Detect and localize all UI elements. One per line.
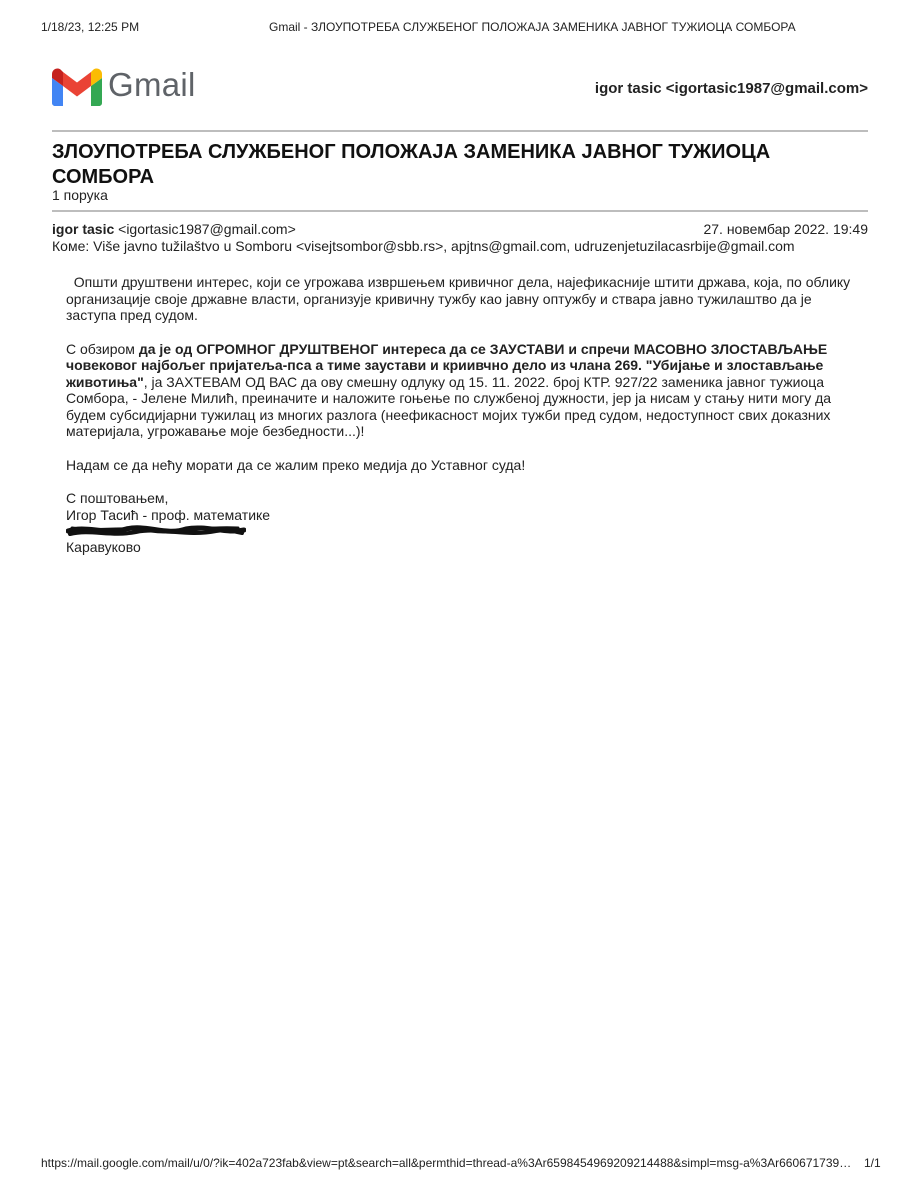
- body-text: , ја ЗАХТЕВАМ ОД ВАС да ову смешну одлуку од 15. 11. 2022. број КТР. 927/22 заменика јавног тужиоца Сомбора, - Јелене Милић, преиначите и наложите гоњење по службеној дужности, јер ја нисам у стању нити могу да будем субсидијарни тужилац из многих разлога (неефикасност мојих тужби пред судом, недоступност свих доказних материјала, угрожавање моје безбедности...)!: [66, 373, 832, 439]
- signature-place: Каравуково: [66, 539, 141, 555]
- closing: С поштовањем,: [66, 490, 169, 506]
- print-datetime: 1/18/23, 12:25 PM: [41, 20, 140, 34]
- recipients: Коме: Više javno tužilaštvo u Somboru <visejtsombor@sbb.rs>, apjtns@gmail.com, udruzenjetuzilacasrbije@gmail.com: [52, 238, 795, 254]
- divider: [52, 130, 868, 132]
- divider: [52, 210, 868, 212]
- gmail-wordmark: Gmail: [108, 66, 196, 103]
- body-paragraph: [66, 341, 856, 440]
- print-page-title: Gmail - ЗЛОУПОТРЕБА СЛУЖБЕНОГ ПОЛОЖАЈА ЗАМЕНИКА ЈАВНОГ ТУЖИОЦА СОМБОРА: [269, 20, 796, 34]
- account-label: igor tasic <igortasic1987@gmail.com>: [594, 80, 868, 97]
- body-bold-text: да је од ОГРОМНОГ ДРУШТВЕНОГ интереса да се ЗАУСТАВИ и спречи МАСОВНО ЗЛОСТАВЉАЊЕ човековог најбољег пријатеља-пса а тиме заустави и криивчно дело из члана 269. "Убијање и злостављање животиња": [66, 340, 828, 390]
- body-text: С обзиром: [66, 340, 139, 357]
- sender-email: <igortasic1987@gmail.com>: [118, 221, 296, 237]
- sender: [52, 221, 296, 237]
- redaction-scribble: [66, 523, 246, 539]
- signature: [66, 490, 856, 556]
- sender-name: igor tasic: [52, 221, 115, 237]
- signature-name: Игор Тасић - проф. математике: [66, 506, 271, 523]
- print-page-number: 1/1: [864, 1156, 881, 1170]
- print-url: https://mail.google.com/mail/u/0/?ik=402a723fab&view=pt&search=all&permthid=thread-a%3Ar6598454969209214488&simpl=msg-a%3Ar660671739…: [41, 1156, 852, 1170]
- message-body: [66, 274, 856, 556]
- gmail-logo-icon: [52, 68, 102, 106]
- message-date: 27. новембар 2022. 19:49: [703, 221, 868, 237]
- thread-subject: ЗЛОУПОТРЕБА СЛУЖБЕНОГ ПОЛОЖАЈА ЗАМЕНИКА ЈАВНОГ ТУЖИОЦА СОМБОРА: [52, 141, 771, 188]
- body-paragraph: Општи друштвени интерес, који се угрожава извршењем кривичног дела, најефикасније штити држава, која, по облику организације своје државне власти, организује кривичну тужбу као јавну оптужбу и ствара јавно тужилаштво да је заступа пред судом.: [66, 274, 855, 323]
- body-paragraph: Надам се да нећу морати да се жалим преко медија до Уставног суда!: [66, 456, 526, 473]
- message-count: 1 порука: [52, 187, 108, 203]
